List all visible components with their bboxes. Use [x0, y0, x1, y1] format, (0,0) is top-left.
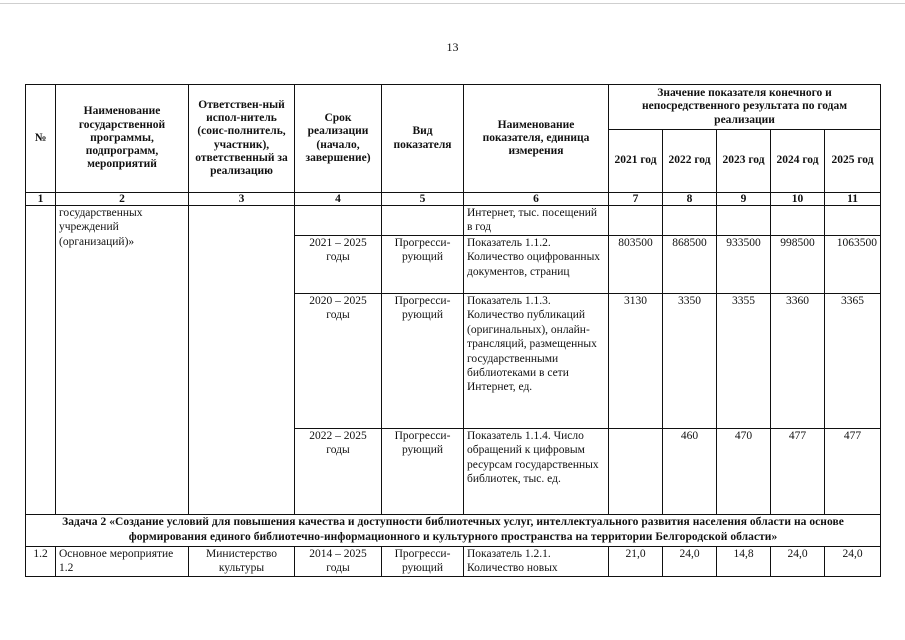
page-top-edge [0, 3, 905, 4]
period-cell: 2022 – 2025 годы [295, 429, 382, 515]
value-2025: 24,0 [825, 547, 881, 577]
column-number: 10 [771, 193, 825, 206]
type-cell: Прогресси-рующий [382, 547, 464, 577]
value-2021: 803500 [609, 236, 663, 294]
indicator-cell: Интернет, тыс. посещений в год [464, 206, 609, 236]
type-cell: Прогресси-рующий [382, 294, 464, 429]
responsible-cell [189, 206, 295, 515]
indicator-cell: Показатель 1.1.2. Количество оцифрованных документов, страниц [464, 236, 609, 294]
column-number: 8 [663, 193, 717, 206]
value-2023: 933500 [717, 236, 771, 294]
header-row-1 [26, 85, 881, 130]
header-col-values-group: Значение показателя конечного и непосредственного результата по годам реализации [609, 85, 881, 130]
value-2022: 24,0 [663, 547, 717, 577]
task-2-heading: Задача 2 «Создание условий для повышения качества и доступности библиотечных услуг, интеллектуального развития населения области на основе формирования единого библиотечно-информационного и культурного пространства на территории Белгородской области» [26, 515, 881, 547]
value-2023: 3355 [717, 294, 771, 429]
program-name-cell: Основное мероприятие 1.2 [56, 547, 189, 577]
page-number: 13 [446, 40, 459, 54]
value-cell [771, 206, 825, 236]
value-2023: 14,8 [717, 547, 771, 577]
header-col-responsible: Ответствен-ный испол-нитель (соис-полнитель, участник), ответственный за реализацию [189, 85, 295, 193]
header-col-type: Вид показателя [382, 85, 464, 193]
header-year-2022: 2022 год [663, 130, 717, 193]
column-number: 6 [464, 193, 609, 206]
value-cell [663, 206, 717, 236]
type-cell [382, 206, 464, 236]
value-2025: 3365 [825, 294, 881, 429]
indicator-cell: Показатель 1.1.3. Количество публикаций (оригинальных), онлайн-трансляций, размещенных государственными библиотеками в сети Интернет, ед. [464, 294, 609, 429]
column-number: 1 [26, 193, 56, 206]
header-year-2021: 2021 год [609, 130, 663, 193]
task-row [26, 515, 881, 547]
row-number-cell: 1.2 [26, 547, 56, 577]
value-2022: 868500 [663, 236, 717, 294]
value-cell [717, 206, 771, 236]
indicator-cell: Показатель 1.2.1. Количество новых [464, 547, 609, 577]
table-row [26, 206, 881, 236]
period-cell: 2020 – 2025 годы [295, 294, 382, 429]
indicator-cell: Показатель 1.1.4. Число обращений к цифровым ресурсам государственных библиотек, тыс. ед. [464, 429, 609, 515]
value-2021: 21,0 [609, 547, 663, 577]
program-indicators-table [25, 84, 881, 577]
value-2021 [609, 429, 663, 515]
row-number-cell [26, 206, 56, 515]
table-row [26, 547, 881, 577]
period-cell: 2014 – 2025 годы [295, 547, 382, 577]
value-2025: 477 [825, 429, 881, 515]
value-2022: 3350 [663, 294, 717, 429]
header-year-2024: 2024 год [771, 130, 825, 193]
column-number: 5 [382, 193, 464, 206]
value-2023: 470 [717, 429, 771, 515]
header-col-name: Наименование государственной программы, подпрограмм, мероприятий [56, 85, 189, 193]
column-number: 11 [825, 193, 881, 206]
value-cell [825, 206, 881, 236]
column-number: 3 [189, 193, 295, 206]
value-cell [609, 206, 663, 236]
value-2025: 1063500 [825, 236, 881, 294]
column-number: 9 [717, 193, 771, 206]
header-col-indicator: Наименование показателя, единица измерения [464, 85, 609, 193]
period-cell: 2021 – 2025 годы [295, 236, 382, 294]
header-year-2023: 2023 год [717, 130, 771, 193]
type-cell: Прогресси-рующий [382, 429, 464, 515]
type-cell: Прогресси-рующий [382, 236, 464, 294]
header-col-number: № [26, 85, 56, 193]
value-2022: 460 [663, 429, 717, 515]
column-number: 7 [609, 193, 663, 206]
header-col-period: Срок реализации (начало, завершение) [295, 85, 382, 193]
value-2021: 3130 [609, 294, 663, 429]
column-number: 2 [56, 193, 189, 206]
column-numbers-row [26, 193, 881, 206]
column-number: 4 [295, 193, 382, 206]
value-2024: 477 [771, 429, 825, 515]
period-cell [295, 206, 382, 236]
header-year-2025: 2025 год [825, 130, 881, 193]
value-2024: 998500 [771, 236, 825, 294]
responsible-cell: Министерство культуры [189, 547, 295, 577]
value-2024: 24,0 [771, 547, 825, 577]
program-name-cell: государственных учреждений (организаций)» [56, 206, 189, 515]
value-2024: 3360 [771, 294, 825, 429]
